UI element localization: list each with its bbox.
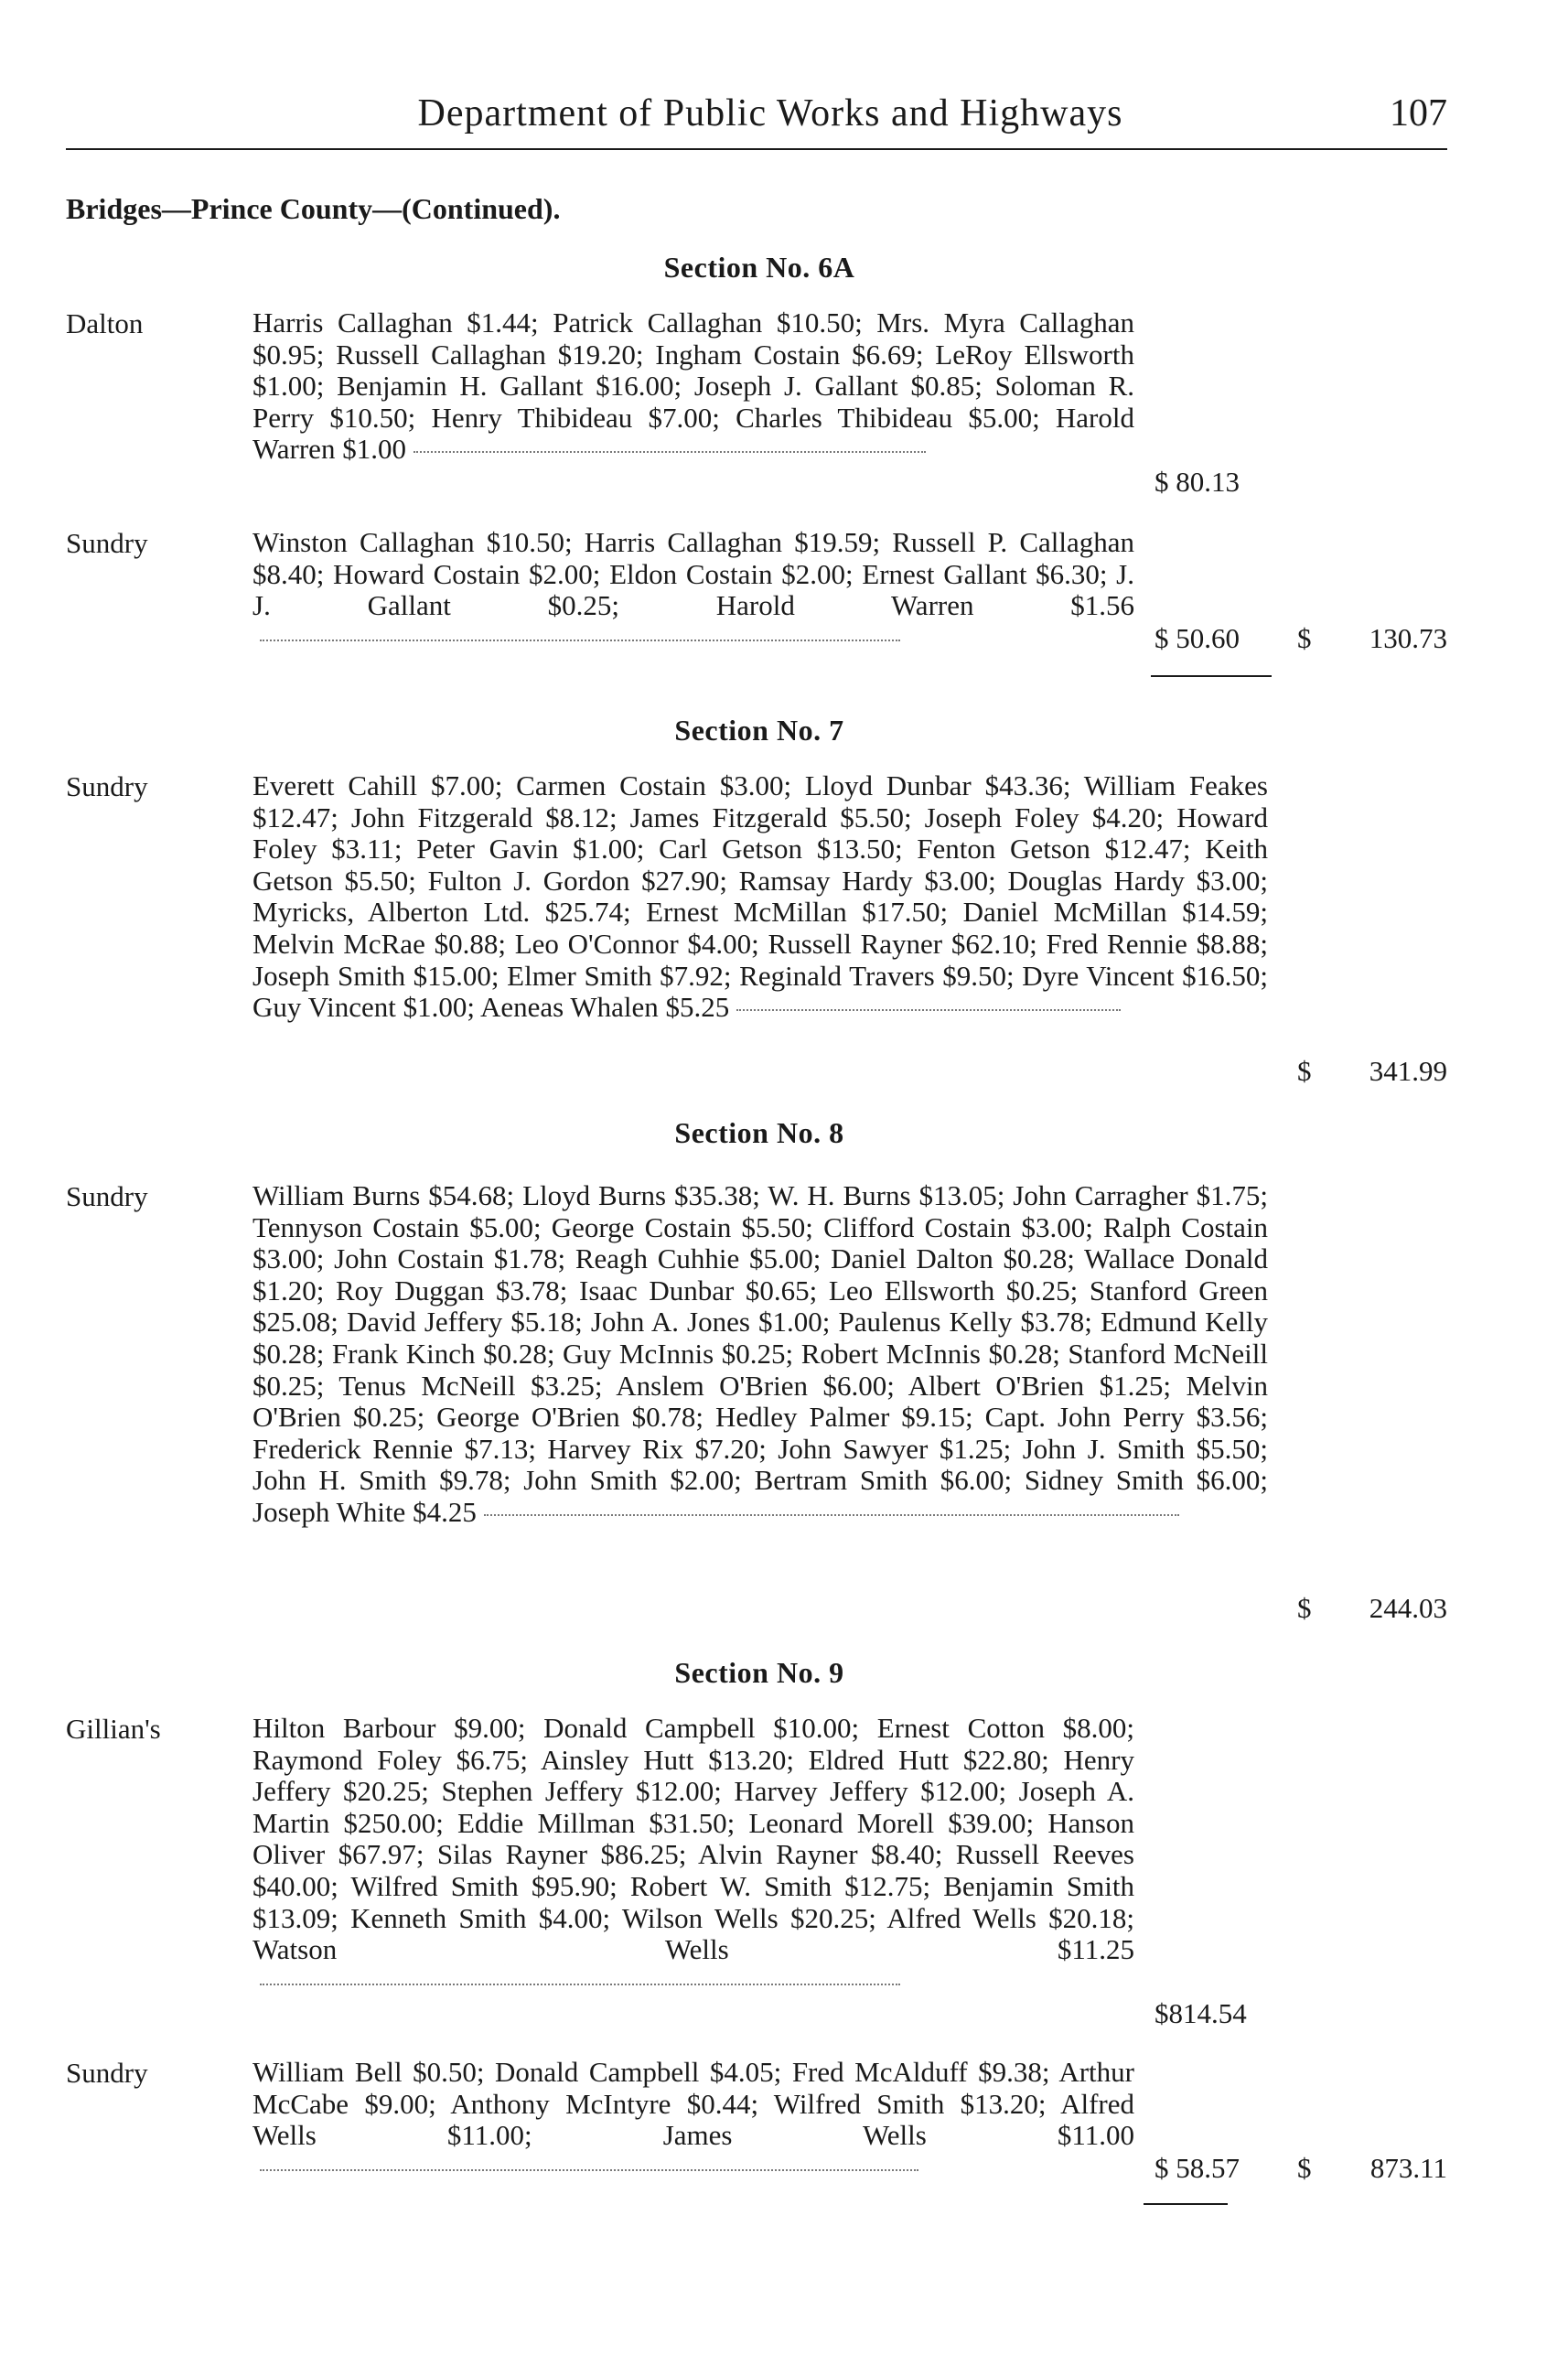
entry-text-content: William Burns $54.68; Lloyd Burns $35.38; W. H. Burns $13.05; John Carragher $1.75; Tennyson Costain $5.00; George Costain $5.50; Clifford Costain $3.00; Ralph Costain $3.00; John Costain $1.78; Reagh Cuhhie $5.00; Daniel Dalton $0.28; Wallace Donald $1.20; Roy Duggan $3.78; Isaac Dunbar $0.65; Leo Ellsworth $0.25; Stanford Green $25.08; David Jeffery $5.18; John A. Jones $1.00; Paulenus Kelly $3.78; Edmund Kelly $0.28; Frank Kinch $0.28; Guy McInnis $0.25; Robert McInnis $0.28; Stanford McNeill $0.25; Tenus McNeill $3.25; Anslem O'Brien $6.00; Albert O'Brien $1.25; Melvin O'Brien $0.25; George O'Brien $0.78; Hedley Palmer $9.15; Capt. John Perry $3.56; Frederick Rennie $7.13; Harvey Rix $7.20; John Sawyer $1.25; John J. Smith $5.50; John H. Smith $9.78; John Smith $2.00; Bertram Smith $6.00; Sidney Smith $6.00; Joseph White $4.25 bbox=[252, 1179, 1268, 1528]
section-title: Section No. 9 bbox=[674, 1656, 844, 1689]
sum-rule bbox=[1151, 675, 1272, 677]
entry-place: Sundry bbox=[66, 527, 148, 559]
section-total-dollar: $ bbox=[1297, 2152, 1312, 2184]
section-total: 341.99 bbox=[1369, 1055, 1447, 1087]
entry-text-content: Winston Callaghan $10.50; Harris Callaghan $19.59; Russell P. Callaghan $8.40; Howard Costain $2.00; Eldon Costain $2.00; Ernest Gallant $6.30; J. J. Gallant $0.25; Harold Warren $1.56 bbox=[252, 526, 1134, 622]
section-title: Section No. 7 bbox=[674, 714, 844, 747]
entry-text-content: William Bell $0.50; Donald Campbell $4.05; Fred McAlduff $9.38; Arthur McCabe $9.00; Anthony McIntyre $0.44; Wilfred Smith $13.20; Alfred Wells $11.00; James Wells $11.00 bbox=[252, 2056, 1134, 2152]
section-total: 244.03 bbox=[1369, 1592, 1447, 1624]
section-total-dollar: $ bbox=[1297, 622, 1312, 654]
entry-place: Dalton bbox=[66, 307, 144, 339]
running-head-title: Department of Public Works and Highways bbox=[417, 92, 1123, 134]
section-title: Section No. 8 bbox=[674, 1116, 844, 1149]
section-total: 130.73 bbox=[1369, 622, 1447, 654]
entry-text bbox=[252, 770, 1268, 1024]
sum-rule bbox=[1144, 2203, 1228, 2205]
dot-leader bbox=[736, 1009, 1121, 1011]
dot-leader bbox=[413, 451, 926, 453]
entry-amount: $814.54 bbox=[1155, 1997, 1247, 2029]
section-total-dollar: $ bbox=[1297, 1592, 1312, 1624]
entry-place: Sundry bbox=[66, 1180, 148, 1212]
dot-leader bbox=[260, 640, 900, 641]
entry-amount: $ 80.13 bbox=[1155, 466, 1240, 498]
entry-text-content: Harris Callaghan $1.44; Patrick Callaghan $10.50; Mrs. Myra Callaghan $0.95; Russell Callaghan $19.20; Ingham Costain $6.69; LeRoy Ellsworth $1.00; Benjamin H. Gallant $16.00; Joseph J. Gallant $0.85; Soloman R. Perry $10.50; Henry Thibideau $7.00; Charles Thibideau $5.00; Harold Warren $1.00 bbox=[252, 306, 1134, 466]
entry-text bbox=[252, 1713, 1134, 1997]
section-total: 873.11 bbox=[1369, 2152, 1447, 2184]
entry-text bbox=[252, 527, 1134, 653]
entry-text-content: Everett Cahill $7.00; Carmen Costain $3.00; Lloyd Dunbar $43.36; William Feakes $12.47; John Fitzgerald $8.12; James Fitzgerald $5.50; Joseph Foley $4.20; Howard Foley $3.11; Peter Gavin $1.00; Carl Getson $13.50; Fenton Getson $12.47; Keith Getson $5.50; Fulton J. Gordon $27.90; Ramsay Hardy $3.00; Douglas Hardy $3.00; Myricks, Alberton Ltd. $25.74; Ernest McMillan $17.50; Daniel McMillan $14.59; Melvin McRae $0.88; Leo O'Connor $4.00; Russell Rayner $62.10; Fred Rennie $8.88; Joseph Smith $15.00; Elmer Smith $7.92; Reginald Travers $9.50; Dyre Vincent $16.50; Guy Vincent $1.00; Aeneas Whalen $5.25 bbox=[252, 769, 1268, 1024]
dot-leader bbox=[260, 2169, 918, 2171]
entry-text bbox=[252, 307, 1134, 466]
entry-amount: $ 50.60 bbox=[1155, 622, 1240, 654]
dot-leader bbox=[484, 1514, 1179, 1516]
continued-heading: Bridges—Prince County—(Continued). bbox=[66, 192, 561, 225]
entry-place: Sundry bbox=[66, 770, 148, 802]
page-number: 107 bbox=[1390, 92, 1447, 134]
section-title: Section No. 6A bbox=[663, 251, 855, 284]
dot-leader bbox=[260, 1984, 900, 1985]
entry-text-content: Hilton Barbour $9.00; Donald Campbell $10.00; Ernest Cotton $8.00; Raymond Foley $6.75; Ainsley Hutt $13.20; Eldred Hutt $22.80; Henry Jeffery $20.25; Stephen Jeffery $12.00; Harvey Jeffery $12.00; Joseph A. Martin $250.00; Eddie Millman $31.50; Leonard Morell $39.00; Hanson Oliver $67.97; Silas Rayner $86.25; Alvin Rayner $8.40; Russell Reeves $40.00; Wilfred Smith $95.90; Robert W. Smith $12.75; Benjamin Smith $13.09; Kenneth Smith $4.00; Wilson Wells $20.25; Alfred Wells $20.18; Watson Wells $11.25 bbox=[252, 1712, 1134, 1966]
entry-place: Gillian's bbox=[66, 1713, 161, 1745]
section-total-dollar: $ bbox=[1297, 1055, 1312, 1087]
entry-amount: $ 58.57 bbox=[1155, 2152, 1240, 2184]
running-head bbox=[66, 91, 1447, 146]
entry-place: Sundry bbox=[66, 2057, 148, 2089]
entry-text bbox=[252, 2057, 1134, 2183]
header-rule bbox=[66, 148, 1447, 150]
entry-text bbox=[252, 1180, 1268, 1529]
